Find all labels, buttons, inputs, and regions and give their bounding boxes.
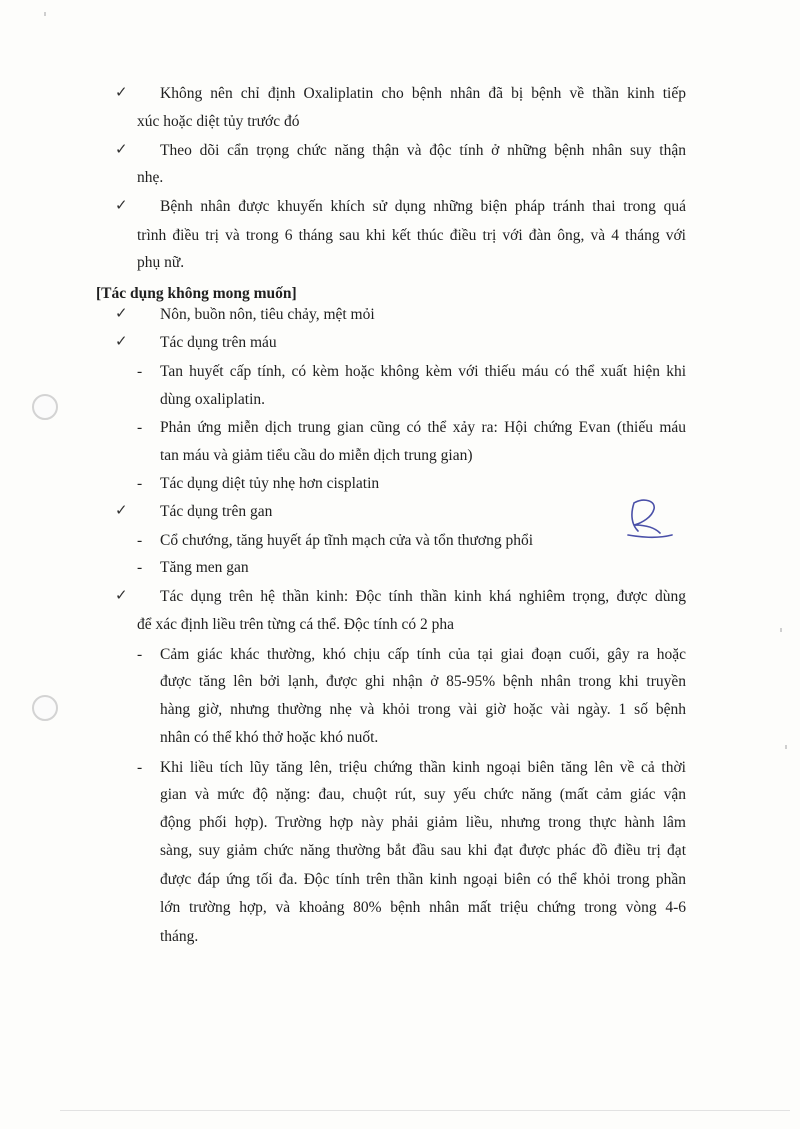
text-line: tháng. [160,928,199,945]
text-line: nhẹ. [137,169,164,186]
text-line: Không nên chỉ định Oxaliplatin cho bệnh nhân đã bị bệnh về thần kinh tiếp [160,85,686,102]
page-edge-line [60,1110,790,1111]
checkmark-icon: ✓ [115,83,128,101]
checkmark-icon: ✓ [115,332,128,350]
checkmark-icon: ✓ [115,586,128,604]
checkmark-icon: ✓ [115,140,128,158]
text-line: trình điều trị và trong 6 tháng sau khi kết thúc điều trị với đàn ông, và 4 tháng với [137,227,686,244]
punch-hole [32,695,58,721]
section-heading: [Tác dụng không mong muốn] [96,285,297,302]
scan-speck [780,628,782,632]
text-line: dùng oxaliplatin. [160,391,266,408]
text-line: tan máu và giảm tiểu cầu do miễn dịch trung gian) [160,447,473,464]
text-line: Tăng men gan [160,559,249,576]
dash-bullet: - [137,646,143,663]
text-line: phụ nữ. [137,254,185,271]
text-line: Bệnh nhân được khuyến khích sử dụng những biện pháp tránh thai trong quá [160,198,686,215]
text-line: Phản ứng miễn dịch trung gian cũng có thể xảy ra: Hội chứng Evan (thiếu máu [160,419,686,436]
scan-speck [785,745,787,749]
text-line: xúc hoặc diệt tủy trước đó [137,113,300,130]
dash-bullet: - [137,532,143,549]
text-line: nhân có thể khó thở hoặc khó nuốt. [160,729,379,746]
dash-bullet: - [137,363,143,380]
punch-hole [32,394,58,420]
text-line: gian và mức độ nặng: đau, chuột rút, suy yếu chức năng (mất cảm giác vận [160,786,686,803]
dash-bullet: - [137,759,143,776]
text-line: Tác dụng trên hệ thần kinh: Độc tính thần kinh khá nghiêm trọng, được dùng [160,588,686,605]
text-line: Tác dụng trên máu [160,334,277,351]
checkmark-icon: ✓ [115,501,128,519]
checkmark-icon: ✓ [115,196,128,214]
dash-bullet: - [137,419,143,436]
scan-speck [44,12,46,16]
text-line: động phối hợp). Trường hợp này phải giảm liều, nhưng trong thực hành lâm [160,814,686,831]
text-line: được đáp ứng tối đa. Độc tính trên thần kinh ngoại biên có thể khỏi trong phần [160,871,686,888]
text-line: Tan huyết cấp tính, có kèm hoặc không kèm với thiếu máu có thể xuất hiện khi [160,363,686,380]
text-line: Theo dõi cẩn trọng chức năng thận và độc tính ở những bệnh nhân suy thận [160,142,686,159]
dash-bullet: - [137,559,143,576]
text-line: lớn trường hợp, và khoảng 80% bệnh nhân mất triệu chứng trong vòng 4-6 [160,899,686,916]
text-line: Cổ chướng, tăng huyết áp tĩnh mạch cửa và tổn thương phổi [160,532,534,549]
text-line: được tăng lên bởi lạnh, được ghi nhận ở 85-95% bệnh nhân trong khi truyền [160,673,686,690]
text-line: Nôn, buồn nôn, tiêu chảy, mệt mỏi [160,306,375,323]
text-line: Tác dụng diệt tủy nhẹ hơn cisplatin [160,475,380,492]
text-line: hàng giờ, nhưng thường nhẹ và khỏi trong vài giờ hoặc vài ngày. 1 số bệnh [160,701,686,718]
text-line: để xác định liều trên từng cá thể. Độc tính có 2 pha [137,616,455,633]
dash-bullet: - [137,475,143,492]
handwritten-initial-mark [620,495,680,545]
text-line: Khi liều tích lũy tăng lên, triệu chứng thần kinh ngoại biên tăng lên về cả thời [160,759,686,776]
text-line: Cảm giác khác thường, khó chịu cấp tính của tại giai đoạn cuối, gây ra hoặc [160,646,686,663]
text-line: sàng, suy giảm chức năng thường bắt đầu sau khi đạt được phác đồ điều trị đạt [160,842,686,859]
checkmark-icon: ✓ [115,304,128,322]
text-line: Tác dụng trên gan [160,503,273,520]
